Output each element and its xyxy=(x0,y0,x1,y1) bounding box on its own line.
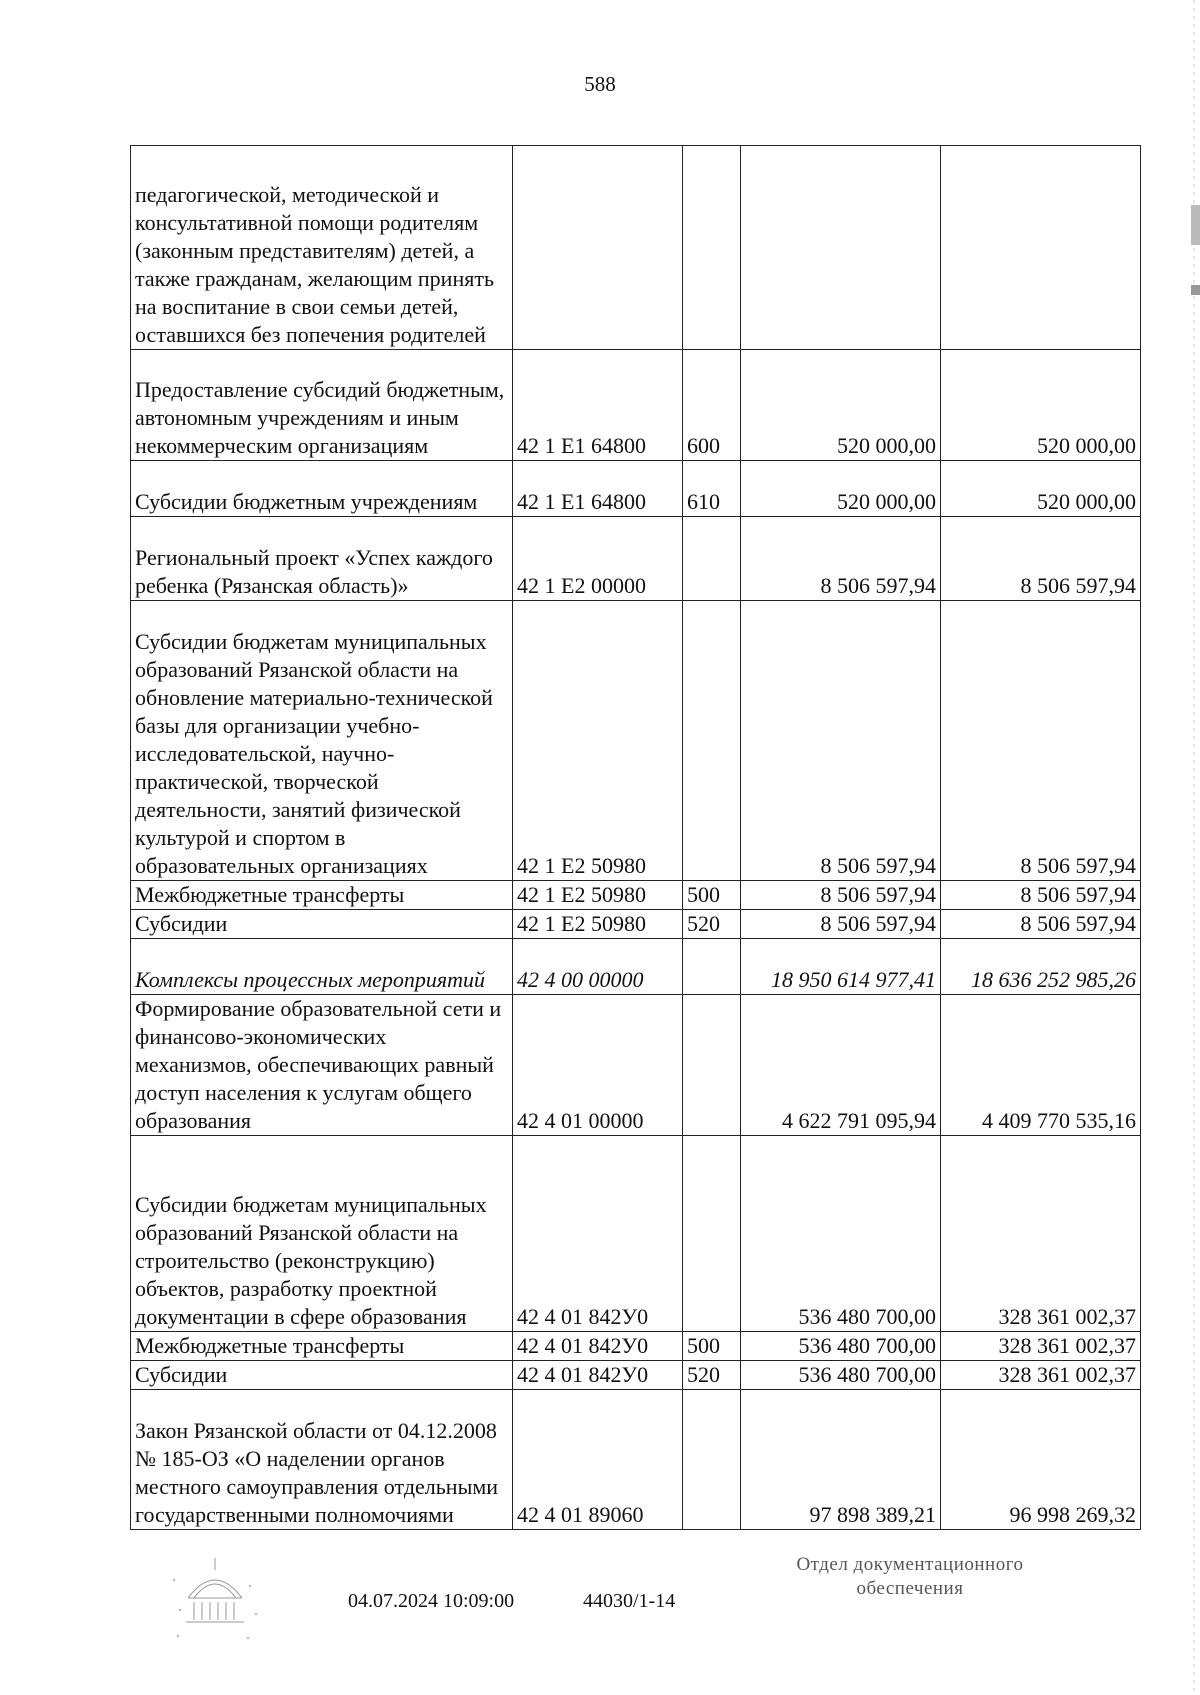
page-number: 588 xyxy=(584,72,616,96)
row-vr xyxy=(683,995,741,1136)
row-year2: 520 000,00 xyxy=(941,461,1141,517)
table-row xyxy=(131,1332,1141,1361)
row-csr: 42 4 01 00000 xyxy=(513,995,683,1136)
row-year1: 536 480 700,00 xyxy=(741,1136,941,1332)
row-year1: 97 898 389,21 xyxy=(741,1390,941,1530)
row-csr: 42 1 Е2 50980 xyxy=(513,601,683,881)
row-year1: 4 622 791 095,94 xyxy=(741,995,941,1136)
table-row xyxy=(131,350,1141,461)
row-year2: 4 409 770 535,16 xyxy=(941,995,1141,1136)
row-vr xyxy=(683,146,741,350)
row-name: педагогической, методической и консультативной помощи родителям (законным представителям) детей, а также гражданам, желающим принять на воспитание в свои семьи детей, оставшихся без попечения родителей xyxy=(131,146,513,350)
row-year2: 18 636 252 985,26 xyxy=(941,939,1141,995)
row-csr: 42 4 01 842У0 xyxy=(513,1136,683,1332)
table-row xyxy=(131,601,1141,881)
scan-margin-decoration xyxy=(1188,0,1200,1695)
row-year1: 536 480 700,00 xyxy=(741,1361,941,1390)
row-year2: 8 506 597,94 xyxy=(941,517,1141,601)
row-year1: 8 506 597,94 xyxy=(741,601,941,881)
table-row xyxy=(131,939,1141,995)
seal-stamp-icon xyxy=(160,1540,270,1650)
row-year2: 328 361 002,37 xyxy=(941,1136,1141,1332)
row-year2: 8 506 597,94 xyxy=(941,601,1141,881)
row-year1: 536 480 700,00 xyxy=(741,1332,941,1361)
row-vr xyxy=(683,939,741,995)
row-year2: 520 000,00 xyxy=(941,350,1141,461)
row-vr xyxy=(683,601,741,881)
table-row xyxy=(131,995,1141,1136)
footer-datetime: 04.07.2024 10:09:00 xyxy=(348,1590,515,1612)
footer-reg-number: 44030/1-14 xyxy=(583,1590,676,1612)
row-year2: 328 361 002,37 xyxy=(941,1361,1141,1390)
row-csr: 42 1 Е1 64800 xyxy=(513,350,683,461)
row-name: Субсидии xyxy=(131,910,513,939)
row-name: Субсидии бюджетным учреждениям xyxy=(131,461,513,517)
budget-table xyxy=(130,145,1141,1530)
row-year1: 18 950 614 977,41 xyxy=(741,939,941,995)
row-year2: 96 998 269,32 xyxy=(941,1390,1141,1530)
row-year2: 328 361 002,37 xyxy=(941,1332,1141,1361)
row-csr: 42 1 Е1 64800 xyxy=(513,461,683,517)
row-vr: 600 xyxy=(683,350,741,461)
row-year2: 8 506 597,94 xyxy=(941,910,1141,939)
row-vr: 610 xyxy=(683,461,741,517)
row-csr: 42 4 01 842У0 xyxy=(513,1332,683,1361)
row-year1 xyxy=(741,146,941,350)
table-row xyxy=(131,146,1141,350)
row-vr xyxy=(683,1136,741,1332)
row-year1: 8 506 597,94 xyxy=(741,910,941,939)
row-csr: 42 1 Е2 50980 xyxy=(513,910,683,939)
row-name: Межбюджетные трансферты xyxy=(131,1332,513,1361)
footer-department-line1: Отдел документационного xyxy=(796,1554,1024,1575)
table-row xyxy=(131,1361,1141,1390)
row-year2: 8 506 597,94 xyxy=(941,881,1141,910)
table-row xyxy=(131,910,1141,939)
row-name: Субсидии бюджетам муниципальных образований Рязанской области на строительство (реконструкцию) объектов, разработку проектной документации в сфере образования xyxy=(131,1136,513,1332)
footer-department-line2: обеспечения xyxy=(856,1578,964,1599)
row-name: Формирование образовательной сети и финансово-экономических механизмов, обеспечивающих равный доступ населения к услугам общего образования xyxy=(131,995,513,1136)
row-vr xyxy=(683,517,741,601)
row-year1: 8 506 597,94 xyxy=(741,881,941,910)
row-name: Межбюджетные трансферты xyxy=(131,881,513,910)
row-name: Субсидии xyxy=(131,1361,513,1390)
row-vr: 520 xyxy=(683,1361,741,1390)
row-csr: 42 1 Е2 50980 xyxy=(513,881,683,910)
row-name: Комплексы процессных мероприятий xyxy=(131,939,513,995)
row-csr xyxy=(513,146,683,350)
row-csr: 42 1 Е2 00000 xyxy=(513,517,683,601)
footer-department xyxy=(760,1553,1060,1601)
row-vr: 520 xyxy=(683,910,741,939)
row-name: Предоставление субсидий бюджетным, автономным учреждениям и иным некоммерческим организациям xyxy=(131,350,513,461)
table-row xyxy=(131,881,1141,910)
table-row xyxy=(131,461,1141,517)
row-name: Региональный проект «Успех каждого ребенка (Рязанская область)» xyxy=(131,517,513,601)
table-row xyxy=(131,1136,1141,1332)
row-vr: 500 xyxy=(683,1332,741,1361)
row-csr: 42 4 01 842У0 xyxy=(513,1361,683,1390)
row-year1: 8 506 597,94 xyxy=(741,517,941,601)
row-year1: 520 000,00 xyxy=(741,461,941,517)
row-name: Субсидии бюджетам муниципальных образований Рязанской области на обновление материально-технической базы для организации учебно-исследовательской, научно-практической, творческой деятельности, занятий физической культурой и спортом в образовательных организациях xyxy=(131,601,513,881)
row-csr: 42 4 01 89060 xyxy=(513,1390,683,1530)
row-year2 xyxy=(941,146,1141,350)
row-vr xyxy=(683,1390,741,1530)
row-csr: 42 4 00 00000 xyxy=(513,939,683,995)
row-year1: 520 000,00 xyxy=(741,350,941,461)
row-name: Закон Рязанской области от 04.12.2008 № 185-ОЗ «О наделении органов местного самоуправления отдельными государственными полномочиями xyxy=(131,1390,513,1530)
table-row xyxy=(131,1390,1141,1530)
table-row xyxy=(131,517,1141,601)
row-vr: 500 xyxy=(683,881,741,910)
